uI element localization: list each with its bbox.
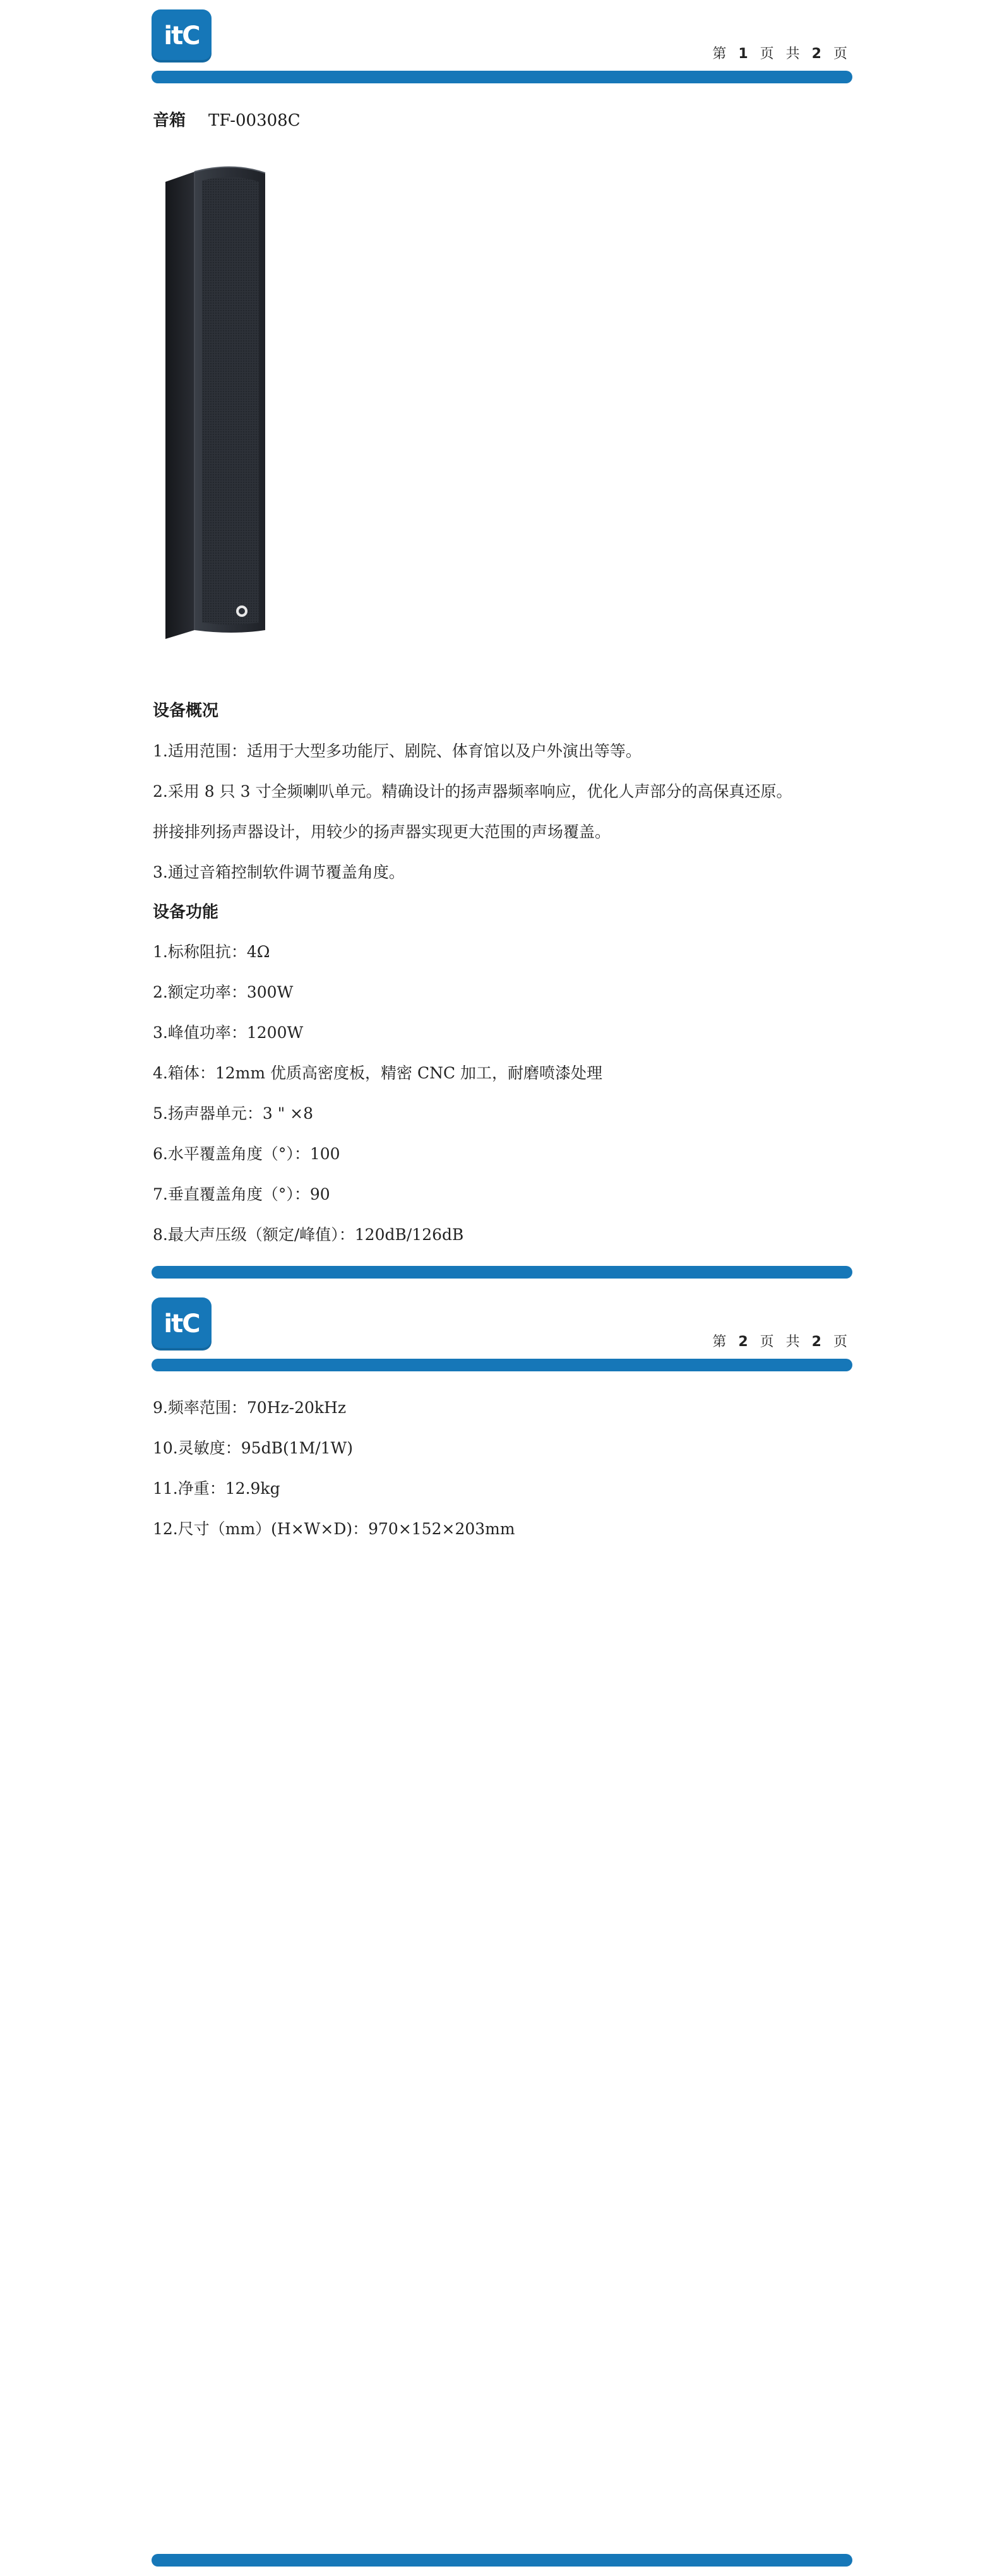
overview-line: 3.通过音箱控制软件调节覆盖角度。 bbox=[153, 863, 405, 881]
product-title bbox=[153, 107, 301, 131]
itc-logo bbox=[152, 9, 212, 63]
feature-line: 10.灵敏度：95dB(1M/1W) bbox=[153, 1439, 353, 1457]
page-number-mid: 页 共 bbox=[760, 46, 804, 62]
product-category: 音箱 bbox=[153, 111, 186, 130]
feature-line: 8.最大声压级（额定/峰值）：120dB/126dB bbox=[153, 1225, 464, 1244]
feature-line: 12.尺寸（mm）(H×W×D)：970×152×203mm bbox=[153, 1520, 515, 1538]
feature-line: 6.水平覆盖角度（°）：100 bbox=[153, 1145, 340, 1163]
page-number-pre: 第 bbox=[712, 46, 731, 62]
feature-line: 9.频率范围：70Hz-20kHz bbox=[153, 1398, 347, 1417]
logo-text: itC bbox=[164, 1309, 200, 1339]
feature-line: 7.垂直覆盖角度（°）：90 bbox=[153, 1185, 330, 1203]
feature-line: 2.额定功率：300W bbox=[153, 983, 294, 1001]
feature-line: 1.标称阻抗：4Ω bbox=[153, 943, 270, 961]
header-divider bbox=[152, 1359, 852, 1371]
page-number-current: 1 bbox=[738, 46, 752, 62]
page-number-total: 2 bbox=[811, 46, 825, 62]
overview-line: 1.适用范围：适用于大型多功能厅、剧院、体育馆以及户外演出等等。 bbox=[153, 742, 641, 760]
overview-heading: 设备概况 bbox=[153, 701, 219, 720]
overview-line: 2.采用 8 只 3 寸全频喇叭单元。精确设计的扬声器频率响应，优化人声部分的高保真还原。 bbox=[153, 782, 792, 801]
page-number-mid: 页 共 bbox=[760, 1334, 804, 1350]
page-number bbox=[712, 1331, 851, 1351]
page-number-post: 页 bbox=[833, 1334, 851, 1350]
page-number-pre: 第 bbox=[712, 1334, 731, 1350]
feature-line: 11.净重：12.9kg bbox=[153, 1479, 280, 1498]
page-number-total: 2 bbox=[811, 1334, 825, 1350]
page-number-post: 页 bbox=[833, 46, 851, 62]
logo-text: itC bbox=[164, 21, 200, 51]
overview-line: 拼接排列扬声器设计，用较少的扬声器实现更大范围的声场覆盖。 bbox=[153, 823, 611, 841]
column-speaker-drawing bbox=[157, 158, 277, 644]
header-divider bbox=[152, 71, 852, 83]
itc-logo bbox=[152, 1297, 212, 1351]
speaker-image bbox=[157, 158, 277, 644]
footer-divider bbox=[152, 2554, 852, 2567]
feature-line: 5.扬声器单元：3 " ×8 bbox=[153, 1104, 314, 1123]
product-model: TF-00308C bbox=[208, 111, 301, 130]
feature-line: 3.峰值功率：1200W bbox=[153, 1023, 304, 1042]
features-heading: 设备功能 bbox=[153, 903, 219, 922]
page-number bbox=[712, 43, 851, 63]
feature-line: 4.箱体：12mm 优质高密度板，精密 CNC 加工，耐磨喷漆处理 bbox=[153, 1064, 603, 1082]
footer-divider bbox=[152, 1266, 852, 1279]
page-number-current: 2 bbox=[738, 1334, 752, 1350]
